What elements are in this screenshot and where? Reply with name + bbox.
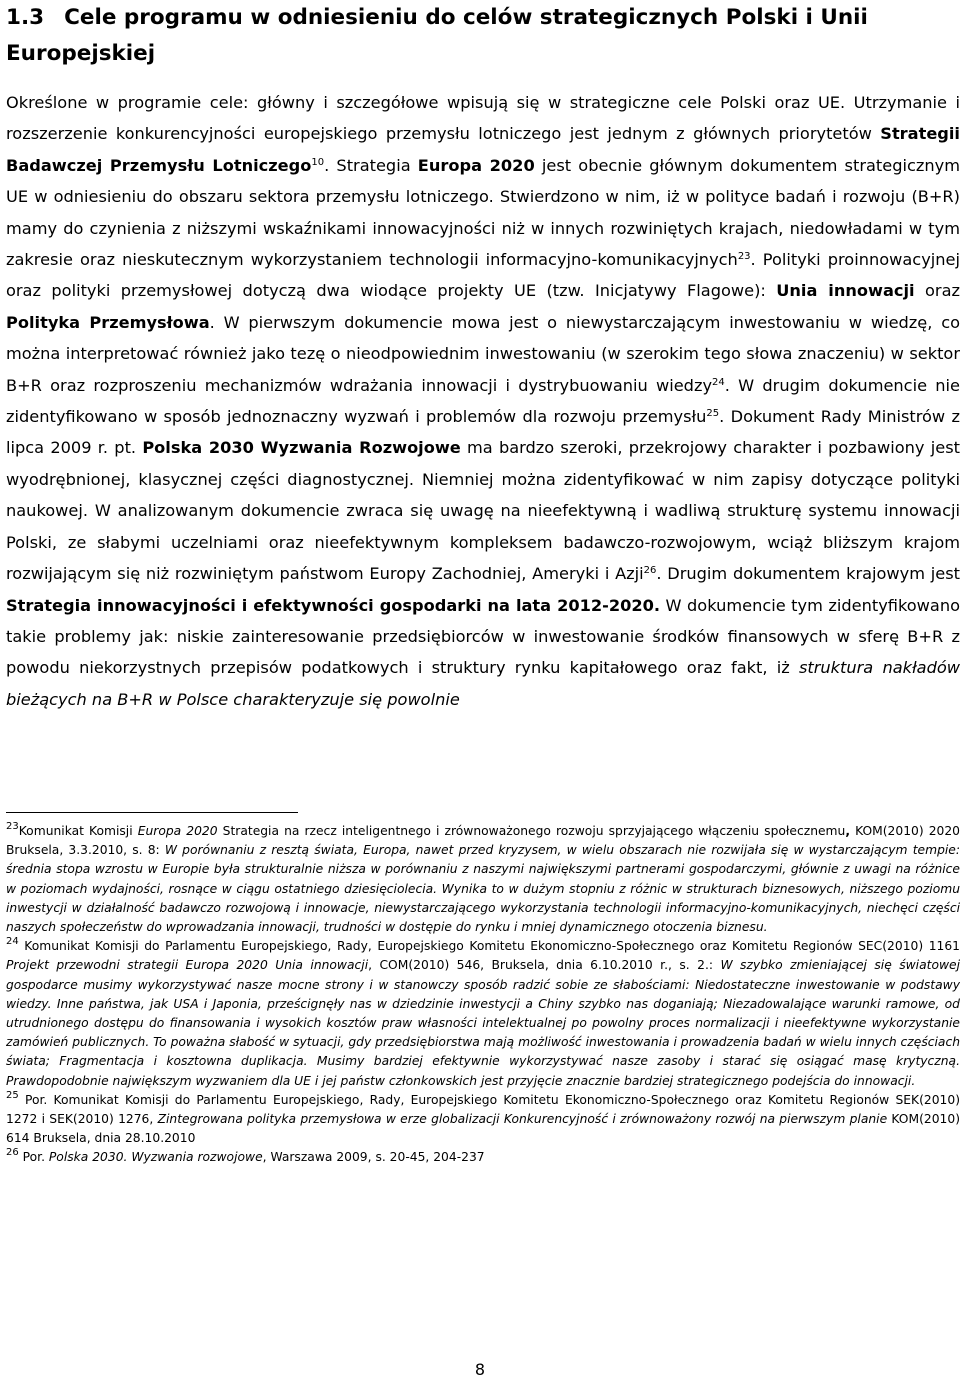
footnote-bold-run: , [845, 824, 850, 838]
body-text-run: . W pierwszym dokumencie mowa jest o niewystarczającym inwestowaniu w wiedzę, co można interpretować również jako tezę o nieodpowiednim inwestowaniu (w szerokim tego słowa znaczeniu) w sektor B+R oraz rozproszeniu mechanizmów wdrażania innowacji i dystrybuowaniu wiedzy [6, 312, 960, 395]
footnote-separator [6, 812, 298, 813]
footnote-italic-run: Europa 2020 [137, 824, 218, 838]
footnote-23 [6, 822, 960, 937]
body-text-run: . W drugim dokumencie nie zidentyfikowano w sposób jednoznaczny wyzwań i problemów dla rozwoju przemysłu [6, 375, 960, 427]
page-number: 8 [474, 1360, 486, 1379]
footnote-italic-run: Projekt przewodni strategii Europa 2020 Unia innowacji [6, 958, 369, 973]
footnote-26 [6, 1148, 960, 1167]
body-text-run: . Dokument Rady Ministrów z lipca 2009 r. pt. [6, 407, 960, 458]
body-text-run: . Polityki proinnowacyjnej oraz polityki przemysłowej dotyczą dwa wiodące projekty UE (tzw. Inicjatywy Flagowe): [6, 250, 960, 301]
footnote-text-run: , Warszawa 2009, s. 20-45, 204-237 [262, 1150, 485, 1165]
body-paragraph [6, 87, 960, 715]
footnote-italic-run: Zintegrowana polityka przemysłowa w erze globalizacji Konkurencyjność i zrównoważony rozwój na pierwszym planie [157, 1112, 888, 1127]
footnote-number: 26 [6, 1147, 19, 1159]
footnote-ref-24[interactable]: 24 [712, 376, 725, 388]
footnote-text-run: Por. Komunikat Komisji do Parlamentu Europejskiego, Rady, Europejskiego Komitetu Ekonomiczno-Społecznego oraz Komitetu Regionów SEK(2010) 1272 i SEK(2010) 1276, [6, 1092, 960, 1127]
body-bold-run: Polityka Przemysłowa [6, 312, 210, 332]
body-text-run: Określone w programie cele: główny i szczegółowe wpisują się w strategiczne cele Polski oraz UE. Utrzymanie i rozszerzenie konkurencyjności europejskiego przemysłu lotniczego jest jednym z głównych priorytetów [6, 93, 960, 144]
footnote-25 [6, 1091, 960, 1149]
footnote-number: 25 [6, 1089, 19, 1101]
footnote-text-run: Komunikat Komisji do Parlamentu Europejskiego, Rady, Europejskiego Komitetu Ekonomiczno-Społecznego oraz Komitetu Regionów SEC(2010) 1161 [18, 939, 960, 954]
body-text-run: ma bardzo szeroki, przekrojowy charakter i pozbawiony jest wyodrębnionej, klasycznej części diagnostycznej. Niemniej można zidentyfikować w nim zapisy dotyczące polityki naukowej. W analizowanym dokumencie zwraca się uwagę na nieefektywną i wadliwą strukturę systemu innowacji Polski, ze słabymi uczelniami oraz nieefektywnym kompleksem badawczo-rozwojowym, wciąż bliższym krajom rozwijającym się niż rozwiniętym państwom Europy Zachodniej, Ameryki i Azji [6, 438, 960, 584]
footnote-italic-run: W szybko zmieniającej się światowej gospodarce musimy wykorzystywać nasze mocne strony i w stanowczy sposób radzić sobie ze słabościami: Niedostateczne inwestowanie w podstawy wiedzy. Inne państwa, jak USA i Japonia, prześcignęły nas w dziedzinie inwestycji a Chiny szybko nas doganiają; Niezadowalające warunki ramowe, od utrudnionego dostępu do finansowania i wysokich kosztów praw własności intelektualnej po powolny proces normalizacji i nieefektywne wykorzystanie zamówień publicznych. To poważna słabość w sytuacji, gdy przedsiębiorstwa mają możliwość inwestowania i prowadzenia badań w wielu innych częściach świata; Fragmentacja i kosztowna duplikacja. Musimy bardziej efektywnie wykorzystywać nasze zasoby i starać się osiągać masę krytyczną. Prawdopodobnie największym wyzwaniem dla UE i jej państw członkowskich jest przyjęcie znacznie bardziej strategicznego podejścia do innowacji. [6, 958, 960, 1088]
footnote-number: 24 [6, 936, 19, 948]
footnote-24 [6, 937, 960, 1091]
body-italic-run: struktura nakładów bieżących na B+R w Polsce charakteryzuje się powolnie [6, 658, 960, 709]
footnote-number: 23 [6, 821, 19, 832]
body-text-run: W dokumencie tym zidentyfikowano takie problemy jak: niskie zainteresowanie przedsiębiorców w inwestowanie środków finansowych w sferę B+R z powodu niekorzystnych przepisów podatkowych i struktury rynku kapitałowego oraz fakt, iż [6, 595, 960, 678]
body-text-run: . Strategia [324, 155, 418, 175]
footnote-text-run: Komunikat Komisji [18, 824, 138, 838]
body-text-run: jest obecnie głównym dokumentem strategicznym UE w odniesieniu do obszaru sektora przemysłu lotniczego. Stwierdzono w nim, iż w polityce badań i rozwoju (B+R) mamy do czynienia z niższymi wskaźnikami innowacyjności niż w innych rozwiniętych krajach, niedowładami w tym zakresie oraz nieskutecznym wykorzystaniem technologii informacyjno-komunikacyjnych [6, 155, 960, 270]
footnote-text-run: Por. [18, 1150, 49, 1165]
footnotes [6, 822, 960, 1168]
footnote-text-run: KOM(2010) 614 Bruksela, dnia 28.10.2010 [6, 1112, 960, 1146]
footnote-italic-run: Polska 2030. Wyzwania rozwojowe [48, 1150, 263, 1165]
body-text-run: . Drugim dokumentem krajowym jest [656, 564, 960, 584]
section-title: Cele programu w odniesieniu do celów strategicznych Polski i Unii Europejskiej [6, 5, 868, 66]
footnote-italic-run: W porównaniu z resztą świata, Europa, nawet przed kryzysem, w wielu obszarach nie rozwijała się w wystarczającym tempie: średnia stopa wzrostu w Europie była strukturalnie niższa w porównaniu z naszymi największymi partnerami gospodarczymi, głównie z uwagi na różnice w poziomach wydajności, rosnące w ciągu ostatniego dziesięciolecia. Wynika to w dużym stopniu z różnic w strukturach biznesowych, niższego poziomu inwestycji w działalność badawczo rozwojową i innowacje, niewystarczającego wykorzystania technologii informacyjno-komunikacyjnych, niechęci części naszych społeczeństw do wprowadzania innowacji, trudności w dostępie do rynku i mniej dynamicznego otoczenia biznesu. [6, 843, 960, 935]
body-bold-run: Strategia innowacyjności i efektywności gospodarki na lata 2012-2020. [6, 595, 661, 615]
footnote-ref-10[interactable]: 10 [311, 156, 325, 168]
body-bold-run: Unia innowacji [776, 281, 915, 301]
footnote-text-run: , COM(2010) 546, Bruksela, dnia 6.10.2010 r., s. 2.: [368, 958, 721, 973]
body-text-run: oraz [914, 281, 960, 301]
footnote-text-run: KOM(2010) 2020 Bruksela, 3.3.2010, s. 8: [6, 824, 960, 858]
body-bold-run: Europa 2020 [417, 155, 535, 175]
section-number: 1.3 [6, 5, 45, 30]
body-bold-run: Polska 2030 Wyzwania Rozwojowe [142, 438, 461, 458]
body-bold-run: Strategii Badawczej Przemysłu Lotniczego [6, 124, 960, 175]
footnote-ref-26[interactable]: 26 [643, 565, 657, 577]
footnote-ref-25[interactable]: 25 [706, 408, 720, 420]
section-heading [6, 0, 956, 72]
footnote-text-run: Strategia na rzecz inteligentnego i zrównoważonego rozwoju sprzyjającego włączeniu społecznemu [217, 824, 846, 838]
footnote-ref-23[interactable]: 23 [737, 251, 751, 263]
